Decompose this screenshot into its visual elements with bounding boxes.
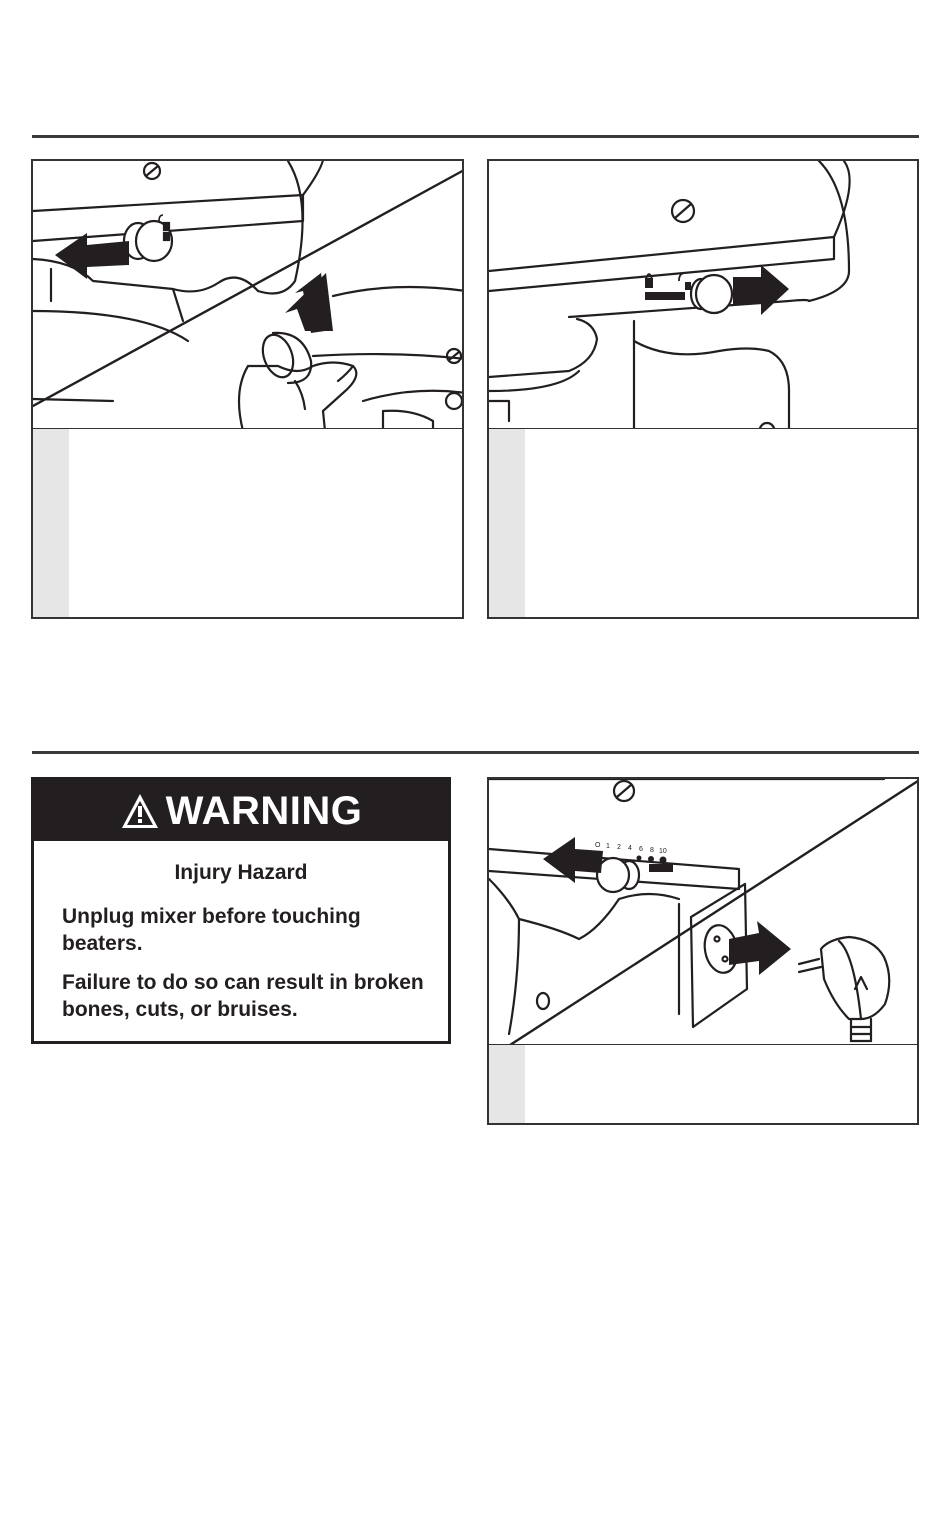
speed-label: 4 bbox=[628, 845, 632, 852]
mixer-unplug-illustration bbox=[489, 779, 919, 1047]
top-rule bbox=[32, 135, 919, 138]
step-text-box bbox=[489, 428, 917, 617]
speed-label: 6 bbox=[639, 846, 643, 853]
speed-label: 8 bbox=[650, 847, 654, 854]
warning-instruction: Unplug mixer before touching beaters. bbox=[62, 905, 361, 955]
warning-title: WARNING bbox=[165, 788, 363, 833]
step-panel-unlock-lift bbox=[31, 159, 464, 619]
warning-hazard: Injury Hazard bbox=[174, 861, 308, 884]
step-number-column bbox=[489, 1045, 525, 1123]
speed-label: 10 bbox=[659, 848, 667, 855]
speed-label: 2 bbox=[617, 844, 621, 851]
step-text-box bbox=[33, 428, 462, 617]
middle-rule bbox=[32, 751, 919, 754]
warning-header bbox=[34, 780, 448, 841]
speed-label: 1 bbox=[606, 843, 610, 850]
mixer-head-lock-illustration bbox=[489, 161, 919, 431]
step-panel-unplug bbox=[487, 777, 919, 1125]
step-number-column bbox=[489, 429, 525, 617]
warning-triangle-icon bbox=[120, 792, 160, 830]
warning-consequence: Failure to do so can result in broken bones, cuts, or bruises. bbox=[62, 971, 424, 1021]
step-panel-lock-head bbox=[487, 159, 919, 619]
step-text-box bbox=[489, 1044, 917, 1123]
speed-label: O bbox=[595, 842, 601, 849]
mixer-head-lift-illustration bbox=[33, 161, 464, 431]
warning-box bbox=[31, 777, 451, 1044]
step-number-column bbox=[33, 429, 69, 617]
